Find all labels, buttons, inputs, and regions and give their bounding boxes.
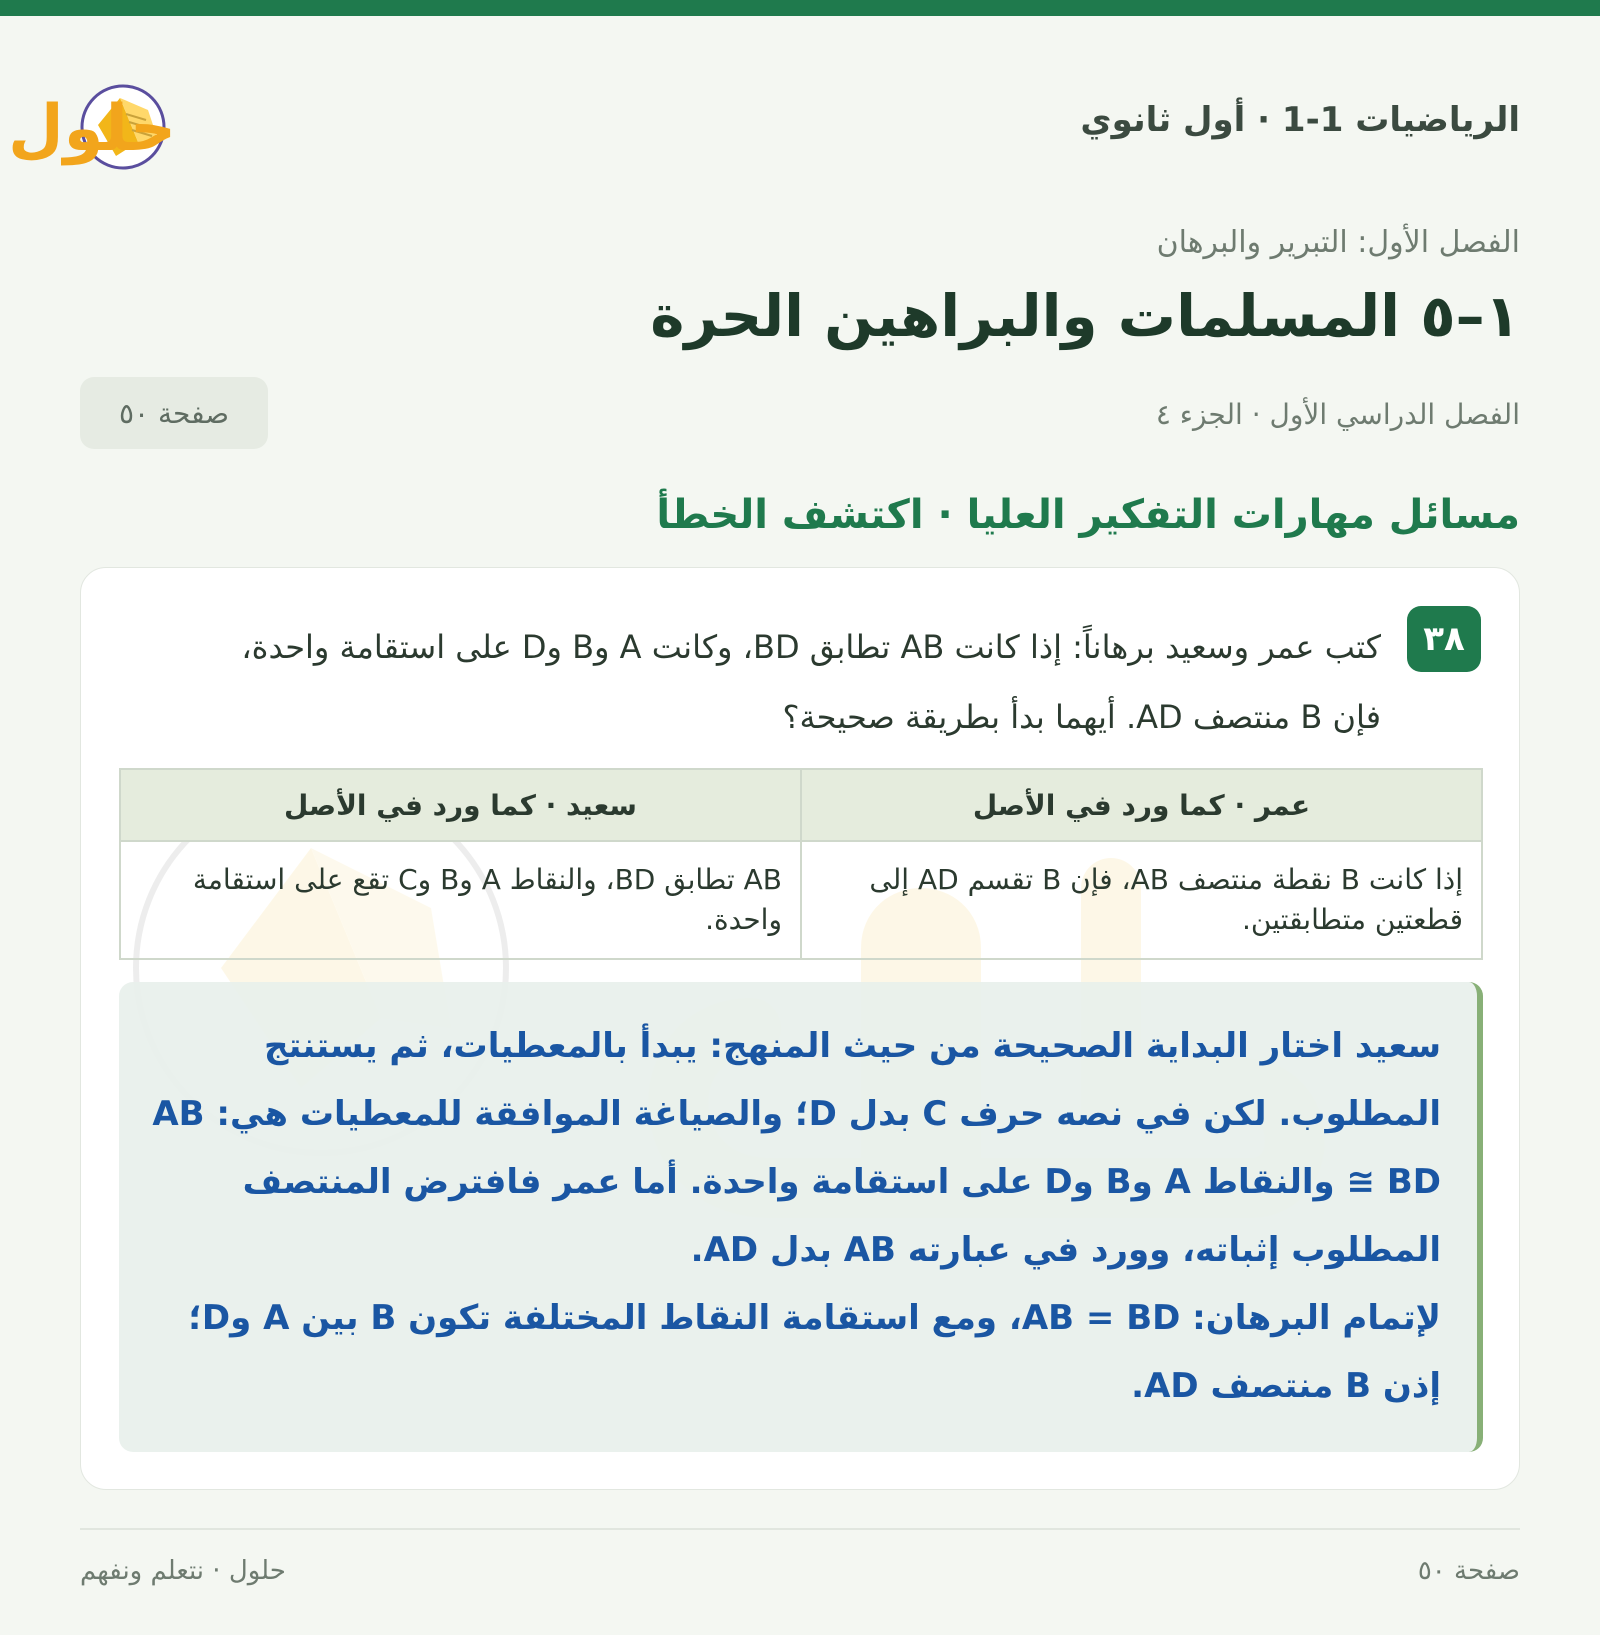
- logo-book-icon: [8, 70, 370, 190]
- comparison-table: [119, 768, 1483, 960]
- answer-conclusion: لإتمام البرهان: AB = BD، ومع استقامة النقاط المختلفة تكون B بين A وD؛ إذن B منتصف AD.: [188, 1298, 1441, 1406]
- svg-text:حلول: حلول: [8, 92, 176, 166]
- answer-box: [119, 982, 1483, 1452]
- course-title: الرياضيات 1-1 · أول ثانوي: [1080, 100, 1520, 140]
- chapter-label: الفصل الأول: التبرير والبرهان: [1156, 225, 1520, 260]
- site-logo[interactable]: [8, 70, 370, 190]
- footer-divider: [80, 1528, 1520, 1530]
- section-title: مسائل مهارات التفكير العليا · اكتشف الخطأ: [656, 492, 1520, 538]
- answer-paragraph: سعيد اختار البداية الصحيحة من حيث المنهج: يبدأ بالمعطيات، ثم يستنتج المطلوب. لكن في نصه حرف C بدل D؛ والصياغة الموافقة للمعطيات هي: AB ≅ BD والنقاط A وB وD على استقامة واحدة. أما عمر فافترض المنتصف المطلوب إثباته، وورد في عبارته AB بدل AD.: [152, 1026, 1441, 1270]
- footer-brand: حلول · نتعلم ونفهم: [80, 1556, 286, 1586]
- page-badge: صفحة ٥٠: [80, 377, 268, 449]
- table-row: [120, 841, 1482, 959]
- footer-page-number: صفحة ٥٠: [1417, 1556, 1520, 1586]
- page-header: [8, 70, 1520, 190]
- top-accent-bar: [0, 0, 1600, 16]
- semester-label: الفصل الدراسي الأول · الجزء ٤: [1155, 398, 1520, 431]
- table-cell-omar: إذا كانت B نقطة منتصف AB، فإن B تقسم AD إلى قطعتين متطابقتين.: [801, 841, 1482, 959]
- table-header-saeed: سعيد · كما ورد في الأصل: [120, 769, 801, 841]
- lesson-title: ١–٥ المسلمات والبراهين الحرة: [650, 282, 1520, 350]
- table-cell-saeed: AB تطابق BD، والنقاط A وB وC تقع على استقامة واحدة.: [120, 841, 801, 959]
- question-card: [80, 567, 1520, 1490]
- question-number-badge: ٣٨: [1407, 606, 1481, 672]
- table-header-omar: عمر · كما ورد في الأصل: [801, 769, 1482, 841]
- table-header-row: [120, 769, 1482, 841]
- question-text: كتب عمر وسعيد برهاناً: إذا كانت AB تطابق BD، وكانت A وB وD على استقامة واحدة، فإن B منتصف AD. أيهما بدأ بطريقة صحيحة؟: [241, 628, 1381, 736]
